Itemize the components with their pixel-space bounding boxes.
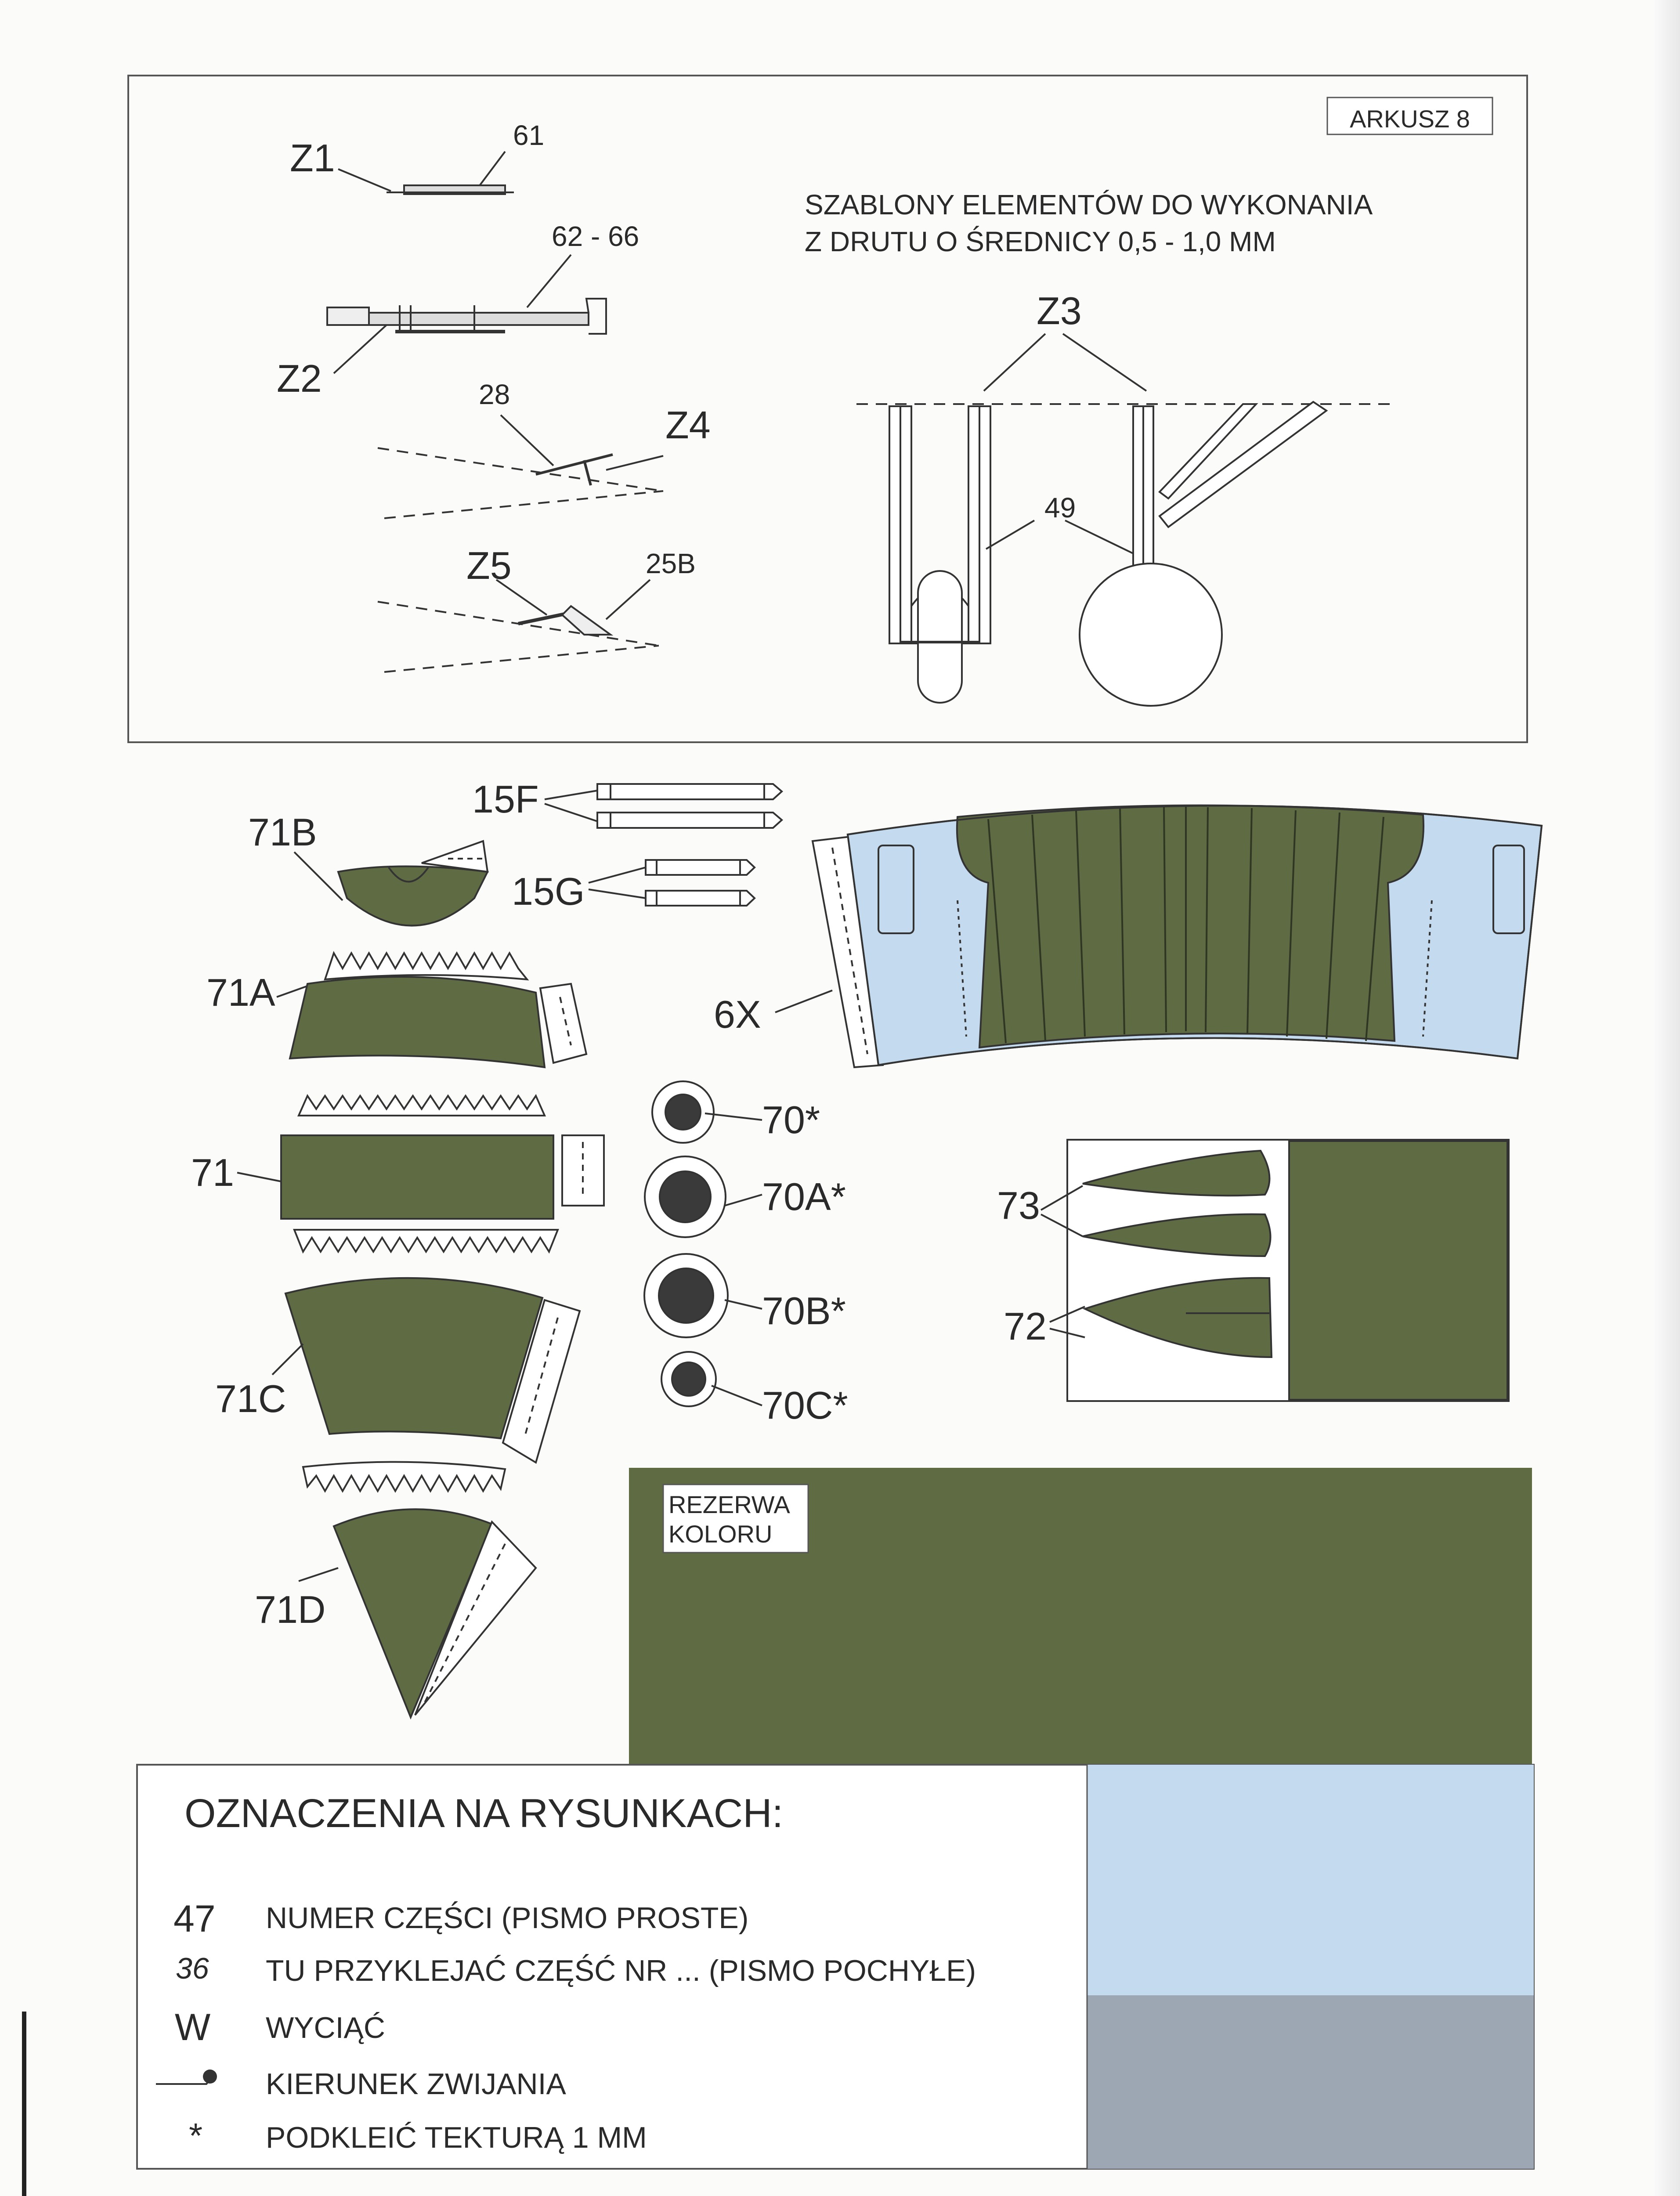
label-62-66: 62 - 66: [552, 220, 639, 252]
label-70: 70*: [762, 1098, 820, 1141]
legend-row-2-text: TU PRZYKLEJAĆ CZĘŚĆ NR ... (PISMO POCHYŁE): [266, 1954, 976, 1987]
templates-heading-line2: Z DRUTU O ŚREDNICY 0,5 - 1,0 MM: [805, 226, 1276, 257]
label-71d: 71D: [255, 1588, 326, 1631]
legend-panel: [137, 1765, 1534, 2169]
label-z1: Z1: [290, 136, 335, 180]
part-72-73-panel: [997, 1140, 1509, 1401]
templates-heading-line1: SZABLONY ELEMENTÓW DO WYKONANIA: [805, 189, 1373, 220]
z1-wire-template: [338, 152, 514, 194]
z2-wire-template: [327, 255, 606, 373]
label-71b: 71B: [248, 810, 317, 854]
part-70-discs: [644, 1081, 848, 1427]
label-z5: Z5: [466, 544, 512, 587]
wire-templates-panel: [128, 76, 1527, 742]
label-6x: 6X: [714, 993, 761, 1036]
page-edge-right: [1654, 0, 1680, 2196]
label-15f: 15F: [472, 777, 539, 821]
legend-title: OZNACZENIA NA RYSUNKACH:: [184, 1791, 784, 1836]
label-25b: 25B: [646, 548, 696, 579]
legend-row-1-text: NUMER CZĘŚCI (PISMO PROSTE): [266, 1901, 749, 1935]
z5-wire-template: [378, 580, 659, 672]
part-6x-panel: [714, 805, 1542, 1067]
label-15g: 15G: [512, 870, 585, 913]
label-70b: 70B*: [762, 1289, 846, 1333]
legend-row-2-symbol: 36: [176, 1952, 209, 1985]
label-73: 73: [997, 1184, 1040, 1227]
label-28: 28: [479, 379, 510, 410]
label-72: 72: [1004, 1304, 1047, 1348]
label-z4: Z4: [665, 403, 711, 447]
label-71a: 71A: [206, 971, 275, 1014]
label-70c: 70C*: [762, 1383, 848, 1427]
legend-row-5-text: PODKLEIĆ TEKTURĄ 1 MM: [266, 2121, 647, 2154]
z4-wire-template: [378, 415, 663, 518]
z3-landing-gear-template: [856, 334, 1392, 706]
legend-row-3-text: WYCIĄĆ: [266, 2011, 385, 2044]
label-z3: Z3: [1037, 289, 1082, 332]
legend-row-1-symbol: 47: [173, 1898, 216, 1940]
color-reserve-area: [629, 1468, 1532, 1766]
sheet-label: ARKUSZ 8: [1350, 105, 1470, 133]
label-70a: 70A*: [762, 1175, 846, 1218]
legend-row-5-symbol: *: [189, 2116, 203, 2155]
label-49: 49: [1044, 492, 1076, 524]
label-71c: 71C: [215, 1377, 286, 1420]
color-reserve-line1: REZERWA: [668, 1491, 790, 1518]
legend-row-3-symbol: W: [175, 2006, 211, 2048]
color-reserve-line2: KOLORU: [668, 1520, 773, 1548]
part-71-series: [191, 810, 604, 1717]
legend-row-4-text: KIERUNEK ZWIJANIA: [266, 2067, 566, 2101]
label-71: 71: [191, 1151, 234, 1194]
label-z2: Z2: [277, 357, 322, 400]
label-61: 61: [513, 119, 545, 151]
part-15-rods: [472, 777, 782, 913]
